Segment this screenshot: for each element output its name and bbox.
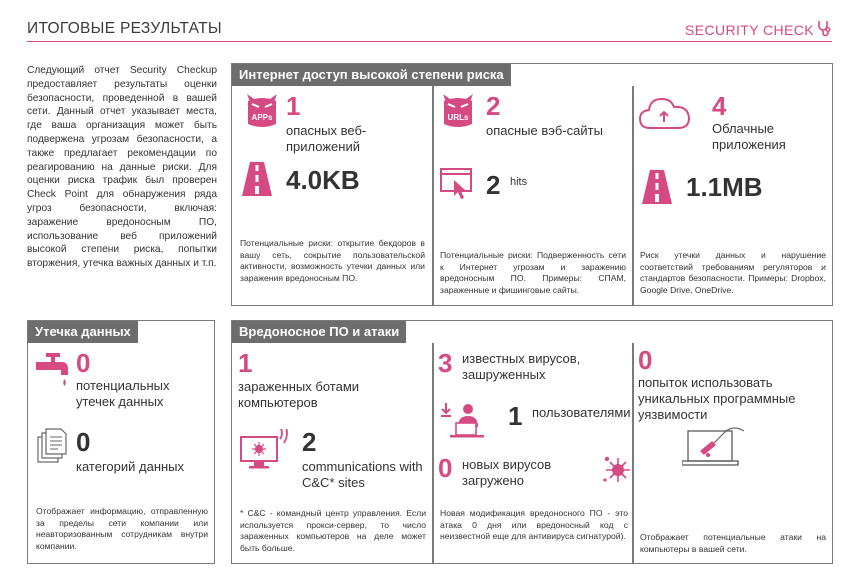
bots-count: 1 [238,348,253,378]
apps-traffic: 4.0KB [286,165,360,195]
internet-panel [231,63,833,306]
leak-note: Отображает информацию, отправленную за пределы сети компании или неавторизованным сотрудникам внутри компании. [36,506,208,551]
brand-stethoscope-icon [816,19,832,40]
malware-panel [231,320,833,564]
click-window-icon [440,168,474,205]
intro-text: Следующий отчет Security Checkup предоставляет результаты оценки безопасности, проведенной в вашей сети. Данный отчет указывает места, где ваша организация может быть подвержена угрозам безопасности, а также предлагает рекомендации по реагированию на данные риски. Для оценки риска трафик был проверен Check Point для обнаружения ряда угроз безопасности, включая: заражение вредоносным ПО, использование веб приложений высокой степени риска, попытки вторжения, утечка важных данных и т.п. [27,65,217,270]
exploit-monitor-icon [682,427,752,480]
users-count: 1 [508,401,523,431]
users-label: пользователями [532,405,631,420]
internet-panel-title: Интернет доступ высокой степени риска [232,64,511,86]
new-viruses-count: 0 [438,453,453,483]
cloud-label: Облачные приложения [712,121,786,152]
user-download-icon [440,401,488,446]
viruses-label: известных вирусов, зашруженных [462,351,581,382]
apps-count: 1 [286,91,301,121]
bots-label: зараженных ботами компьютеров [238,379,360,410]
brand-text: SECURITY CHECK [684,21,814,38]
brand-logo [685,19,832,40]
attacks-count: 0 [638,345,653,375]
cloud-traffic: 1.1MB [686,172,763,202]
urls-count: 2 [486,91,501,121]
faucet-icon [36,351,72,394]
road-icon [242,162,272,201]
page-title: ИТОГОВЫЕ РЕЗУЛЬТАТЫ [27,20,222,37]
leak-categories-label: категорий данных [76,459,185,474]
apps-label: опасных веб-приложений [286,123,367,154]
apps-note: Потенциальные риски: открытие бекдоров в вашу сеть, сокрытие пользовательской активности, возможность утечки данных или заражения вредоносным ПО. [240,238,425,283]
malware-panel-title: Вредоносное ПО и атаки [232,321,406,343]
column-divider [432,343,434,564]
cc-label: communications with C&C* sites [302,459,423,490]
cloud-note: Риск утечки данных и нарушение соответствий требованиям регуляторов и стандартов безопасности. Примеры: Dropbox, Google Drive, OneDrive. [640,250,826,295]
cloud-count: 4 [712,91,727,121]
leak-potential-label: потенциальных утечек данных [76,378,170,409]
cloud-upload-icon [638,94,692,137]
viruses-note: Новая модификация вредоносного ПО - это атака 0 дня или вредоносный код с неизвестной еще для антивируса сигнатурой). [440,508,628,542]
urls-icon-text: URLs [447,113,469,122]
bots-note: * C&C - командный центр управления. Если используется прокси-сервер, то число зараженных компьютеров на деле может быть больше. [240,508,426,553]
infected-monitor-icon [240,429,292,478]
column-divider [632,86,634,306]
leak-potential-count: 0 [76,348,91,378]
column-divider [632,343,634,564]
column-divider [432,86,434,306]
apps-icon-text: APPs [251,113,273,122]
attacks-note: Отображает потенциальные атаки на компьютеры в вашей сети. [640,532,826,554]
header-divider [27,41,832,42]
apps-devil-icon [242,92,282,137]
leak-panel-title: Утечка данных [28,321,138,343]
urls-hits-label: hits [510,176,528,188]
leak-panel [27,320,215,564]
urls-hits-count: 2 [486,170,501,200]
urls-note: Потенциальные риски: Подверженность сети к Интернет угрозам и заражению вредоносным ПО. Примеры: СПАМ, зараженные и фишинговые сайты. [440,250,626,295]
viruses-count: 3 [438,348,453,378]
attacks-label: попыток использовать уникальных программные уязвимости [638,375,796,422]
new-viruses-label: новых вирусов загружено [462,457,552,488]
virus-icon [602,453,632,490]
leak-categories-count: 0 [76,427,91,457]
urls-devil-icon [438,92,478,137]
road-icon [642,170,672,209]
cc-count: 2 [302,427,317,457]
urls-label: опасные вэб-сайты [486,123,603,138]
documents-icon [36,427,70,470]
